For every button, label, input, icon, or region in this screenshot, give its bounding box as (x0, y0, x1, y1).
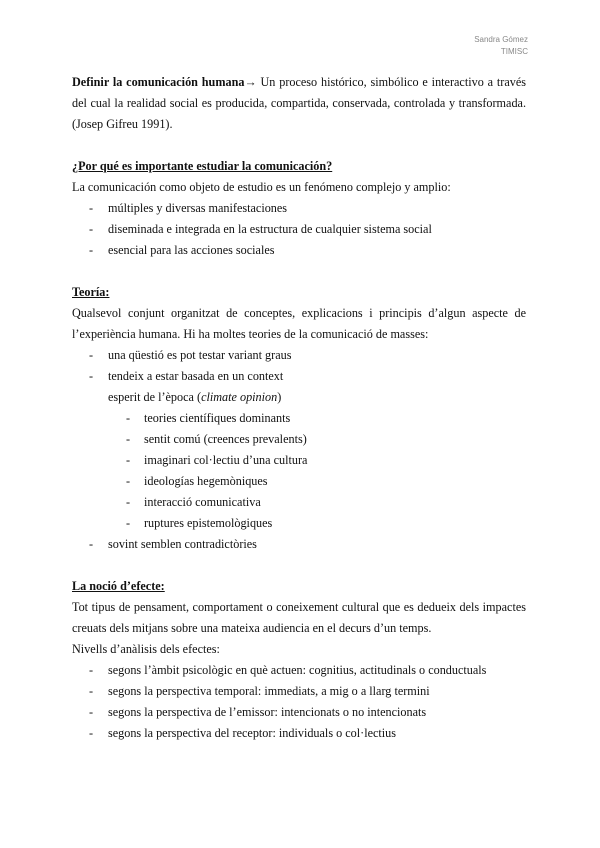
why-intro: La comunicación como objeto de estudio es un fenómeno complejo y amplio: (72, 180, 451, 194)
levels-label: Nivells d’anàlisis dels efectes: (72, 642, 220, 656)
climate-opinion: climate opinion (201, 390, 278, 404)
sub-list-item: - imaginari col·lectiu d’una cultura (72, 450, 526, 471)
theory-section (72, 282, 526, 555)
context-line (72, 387, 526, 408)
course-code: TIMISC (500, 47, 528, 56)
context-suffix: ) (277, 390, 282, 404)
document-body (72, 72, 526, 744)
effect-heading: La noció d’efecte: (72, 579, 165, 593)
sub-list-item: - interacció comunicativa (72, 492, 526, 513)
list-item: - segons la perspectiva del receptor: individuals o col·lectius (72, 723, 526, 744)
effect-intro: Tot tipus de pensament, comportament o coneixement cultural que es dedueix dels impactes creuats dels mitjans sobre una mateixa audiencia en el decurs d’un temps. (72, 600, 526, 635)
arrow-symbol: → (244, 75, 257, 89)
list-item: - tendeix a estar basada en un context (72, 366, 526, 387)
why-section (72, 156, 526, 261)
list-item: - sovint semblen contradictòries (72, 534, 526, 555)
effect-section (72, 576, 526, 744)
author-name: Sandra Gómez (474, 35, 528, 44)
theory-sublist (72, 408, 526, 534)
definition-text: Un proceso histórico, simbólico e interactivo a través del cual la realidad social es producida, compartida, conservada, controlada y transformada. (Josep Gifreu 1991). (72, 75, 526, 131)
list-item: - segons l’àmbit psicològic en què actuen: cognitius, actitudinals o conductuals (72, 660, 526, 681)
sub-list-item: - ideologías hegemòniques (72, 471, 526, 492)
definition-term: Definir la comunicación humana (72, 75, 245, 89)
theory-intro: Qualsevol conjunt organitzat de conceptes, explicacions i principis d’algun aspecte de l’experiència humana. Hi ha moltes teories de la comunicació de masses: (72, 306, 526, 341)
list-item: - una qüestió es pot testar variant graus (72, 345, 526, 366)
page-header (474, 34, 528, 58)
list-item: - segons la perspectiva de l’emissor: intencionats o no intencionats (72, 702, 526, 723)
why-list (72, 198, 526, 261)
sub-list-item: - teories científiques dominants (72, 408, 526, 429)
list-item: - segons la perspectiva temporal: immediats, a mig o a llarg termini (72, 681, 526, 702)
definition-paragraph (72, 72, 526, 135)
why-heading: ¿Por qué es importante estudiar la comunicación? (72, 159, 333, 173)
list-item: - diseminada e integrada en la estructura de cualquier sistema social (72, 219, 526, 240)
theory-heading: Teoría: (72, 285, 110, 299)
theory-list-end (72, 534, 526, 555)
theory-list (72, 345, 526, 387)
sub-list-item: - sentit comú (creences prevalents) (72, 429, 526, 450)
list-item: - esencial para las acciones sociales (72, 240, 526, 261)
list-item: - múltiples y diversas manifestaciones (72, 198, 526, 219)
sub-list-item: - ruptures epistemològiques (72, 513, 526, 534)
context-prefix: esperit de l’època ( (108, 390, 202, 404)
effect-list (72, 660, 526, 744)
